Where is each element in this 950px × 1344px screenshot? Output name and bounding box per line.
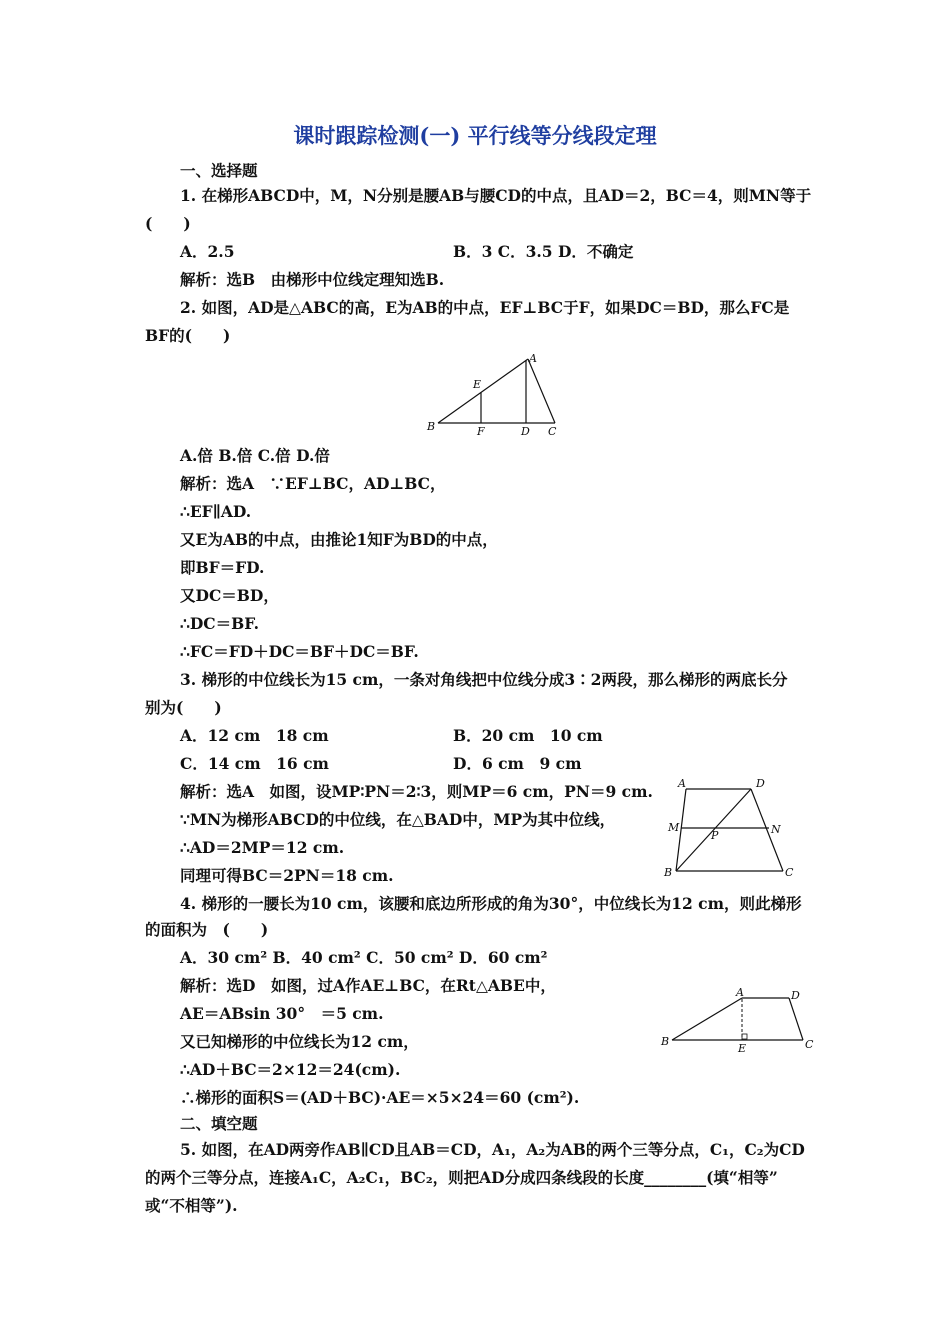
point-label-p: P: [711, 829, 719, 842]
question-2-solution-1: 解析：选A ∵EF⊥BC，AD⊥BC，: [180, 474, 446, 493]
figure-triangle-abc: [420, 350, 570, 440]
question-3-solution-3: ∴AD＝2MP＝12 cm.: [180, 838, 345, 857]
point-label-d: D: [521, 425, 530, 438]
question-2-solution-3: 又E为AB的中点，由推论1知F为BD的中点，: [180, 530, 498, 549]
question-2-solution-5: 又DC＝BD，: [180, 586, 279, 605]
question-5-stem-cont-2: 或“不相等”).: [145, 1196, 238, 1215]
question-3-option-c: C．14 cm 16 cm: [180, 754, 329, 773]
point-label-e: E: [738, 1042, 747, 1055]
point-label-d: D: [791, 989, 800, 1002]
point-label-n: N: [771, 823, 781, 836]
question-4-options: A．30 cm² B．40 cm² C．50 cm² D．60 cm²: [180, 948, 548, 967]
question-2-solution-2: ∴EF∥AD.: [180, 502, 252, 521]
point-label-c: C: [548, 425, 557, 438]
question-3-stem-cont: 别为( ): [145, 698, 222, 717]
point-label-c: C: [805, 1038, 814, 1051]
question-2-stem-cont: BF的( ): [145, 326, 231, 345]
point-label-a: A: [678, 777, 686, 790]
question-4-solution-4: ∴AD＋BC＝2×12＝24(cm).: [180, 1060, 401, 1079]
question-3-solution-2: ∵MN为梯形ABCD的中位线，在△BAD中，MP为其中位线，: [180, 810, 616, 829]
point-label-d: D: [756, 777, 765, 790]
point-label-a: A: [529, 352, 537, 365]
figure-trapezoid-median: [660, 775, 810, 880]
question-3-option-a: A．12 cm 18 cm: [180, 726, 329, 745]
question-3-solution-1: 解析：选A 如图，设MP∶PN＝2∶3，则MP＝6 cm，PN＝9 cm.: [180, 782, 653, 801]
point-label-b: B: [661, 1035, 670, 1048]
section-heading-fill-blank: 二、填空题: [180, 1114, 258, 1133]
question-4-stem-cont: 的面积为 ( ): [145, 920, 269, 939]
point-label-b: B: [664, 866, 673, 879]
question-5-stem: 5. 如图，在AD两旁作AB∥CD且AB＝CD，A₁，A₂为AB的两个三等分点，C₁，C₂为CD: [180, 1140, 805, 1159]
question-3-option-d: D．6 cm 9 cm: [453, 754, 582, 773]
question-1-options-bcd: B．3 C．3.5 D．不确定: [453, 242, 634, 261]
point-label-f: F: [477, 425, 485, 438]
section-heading-choice: 一、选择题: [180, 161, 258, 180]
point-label-c: C: [785, 866, 794, 879]
question-3-stem: 3. 梯形的中位线长为15 cm，一条对角线把中位线分成3∶2两段，那么梯形的两底长分: [180, 670, 788, 689]
question-5-stem-cont: 的两个三等分点，连接A₁C，A₂C₁，BC₂，则把AD分成四条线段的长度________(填“相等”: [145, 1168, 778, 1187]
question-1-option-a: A．2.5: [180, 242, 235, 261]
question-3-option-b: B．20 cm 10 cm: [453, 726, 603, 745]
question-1-stem: 1. 在梯形ABCD中，M，N分别是腰AB与腰CD的中点，且AD＝2，BC＝4，则MN等于: [180, 186, 812, 205]
point-label-b: B: [427, 420, 436, 433]
question-2-stem: 2. 如图，AD是△ABC的高，E为AB的中点，EF⊥BC于F，如果DC＝BD，那么FC是: [180, 298, 790, 317]
question-4-solution-2: AE＝ABsin 30° ＝5 cm.: [180, 1004, 384, 1023]
question-4-stem: 4. 梯形的一腰长为10 cm，该腰和底边所形成的角为30°，中位线长为12 cm，则此梯形: [180, 894, 802, 913]
question-1-stem-cont: ( ): [145, 214, 191, 233]
question-2-solution-6: ∴DC＝BF.: [180, 614, 260, 633]
page-title: 课时跟踪检测(一) 平行线等分线段定理: [293, 123, 657, 148]
question-2-solution-7: ∴FC＝FD＋DC＝BF＋DC＝BF.: [180, 642, 419, 661]
question-4-solution-1: 解析：选D 如图，过A作AE⊥BC，在Rt△ABE中，: [180, 976, 556, 995]
figure-trapezoid-height: [658, 985, 818, 1055]
point-label-e: E: [473, 378, 482, 391]
point-label-a: A: [736, 986, 744, 999]
question-4-solution-5: ∴梯形的面积S＝(AD＋BC)·AE＝×5×24＝60 (cm²).: [180, 1088, 580, 1107]
question-1-solution: 解析：选B 由梯形中位线定理知选B.: [180, 270, 445, 289]
question-2-options: A.倍 B.倍 C.倍 D.倍: [180, 446, 330, 465]
point-label-m: M: [668, 821, 680, 834]
question-4-solution-3: 又已知梯形的中位线长为12 cm，: [180, 1032, 419, 1051]
question-2-solution-4: 即BF＝FD.: [180, 558, 265, 577]
question-3-solution-4: 同理可得BC＝2PN＝18 cm.: [180, 866, 394, 885]
